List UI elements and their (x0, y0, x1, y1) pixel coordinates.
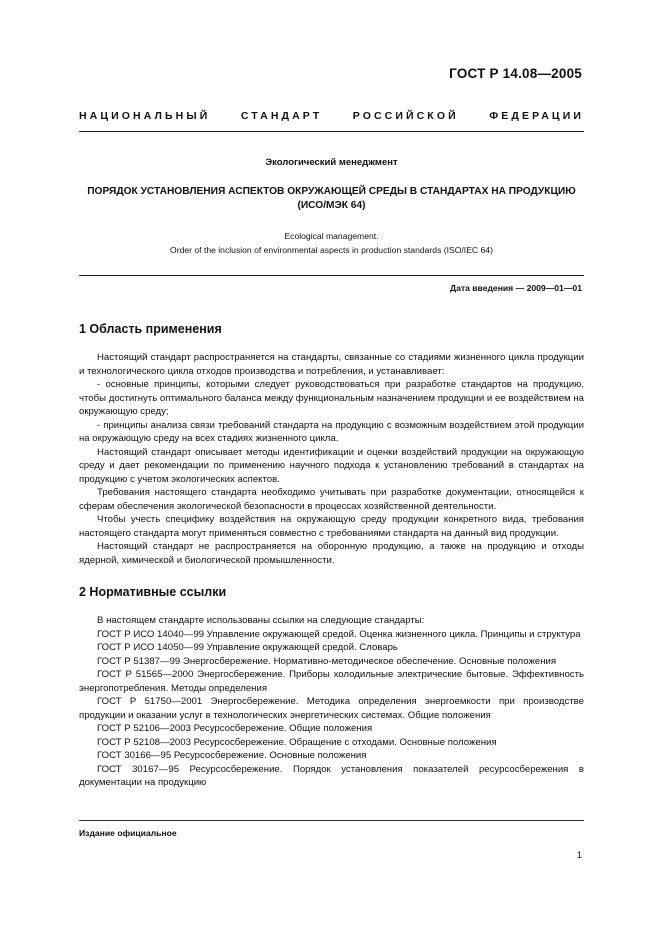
section-2-body (79, 614, 584, 790)
title-divider (79, 275, 584, 276)
paragraph: Настоящий стандарт описывает методы идентификации и оценки воздействий продукции на окружающую среду и дает рекомендации по применению научного подхода к установлению требований в стандартах на продукцию с учетом экологических аспектов. (79, 446, 584, 485)
paragraph: Чтобы учесть специфику воздействия на окружающую среду продукции конкретного вида, требования настоящего стандарта могут применяться совместно с требованиями стандарта на данный вид продукции. (79, 514, 584, 539)
section-1-heading: 1 Область применения (79, 322, 222, 336)
english-title (79, 230, 584, 257)
document-subject: Экологический менеджмент (265, 157, 398, 168)
english-title-line-1: Ecological management. (284, 231, 379, 241)
document-title: ПОРЯДОК УСТАНОВЛЕНИЯ АСПЕКТОВ ОКРУЖАЮЩЕЙ СРЕДЫ В СТАНДАРТАХ НА ПРОДУКЦИЮ (ИСО/МЭК 64) (87, 186, 576, 211)
section-1-body (79, 351, 584, 567)
section-2-heading: 2 Нормативные ссылки (79, 585, 227, 599)
paragraph: - принципы анализа связи требований стандарта на продукцию с возможным воздействием этой продукции на окружающую среду на всех стадиях жизненного цикла. (79, 419, 584, 444)
reference-item: ГОСТ 30166—95 Ресурсосбережение. Основные положения (97, 750, 367, 761)
reference-item: ГОСТ Р 52106—2003 Ресурсосбережение. Общие положения (97, 723, 373, 734)
english-title-line-2: Order of the inclusion of environmental aspects in production standards (ISO/IEC 64) (170, 244, 493, 255)
gost-code: ГОСТ Р 14.08—2005 (449, 66, 582, 81)
paragraph: Настоящий стандарт распространяется на стандарты, связанные со стадиями жизненного цикла продукции и технологического цикла отходов производства и потребления, и устанавливает: (79, 352, 584, 377)
footer-divider (79, 820, 584, 821)
reference-item: ГОСТ Р 51750—2001 Энергосбережение. Методика определения энергоемкости при производстве продукции и оказании услуг в технологических энергетических системах. Общие положения (79, 696, 584, 721)
reference-item: ГОСТ Р ИСО 14050—99 Управление окружающей средой. Словарь (97, 642, 398, 653)
header-divider (79, 131, 584, 132)
page-number: 1 (576, 850, 582, 861)
reference-item: ГОСТ Р 52108—2003 Ресурсосбережение. Обращение с отходами. Основные положения (97, 736, 497, 748)
paragraph: Настоящий стандарт не распространяется на оборонную продукцию, а также на продукцию и отходы ядерной, химической и биологической промышленности. (79, 541, 584, 566)
reference-item: ГОСТ Р ИСО 14040—99 Управление окружающей средой. Оценка жизненного цикла. Принципы и структура (97, 628, 581, 640)
paragraph: Требования настоящего стандарта необходимо учитывать при разработке документации, относящейся к сферам обеспечения экологической безопасности в процессах хозяйственной деятельности. (79, 487, 584, 512)
official-edition-label: Издание официальное (79, 828, 177, 838)
introduction-date: Дата введения — 2009—01—01 (449, 283, 582, 293)
paragraph: - основные принципы, которыми следует руководствоваться при разработке стандартов на продукцию, чтобы достигнуть оптимального баланса между функциональным назначением продукции и ее воздействием на окружающую среду; (79, 379, 584, 417)
reference-item: ГОСТ Р 51387—99 Энергосбережение. Нормативно-методическое обеспечение. Основные положения (97, 655, 557, 667)
reference-item: ГОСТ Р 51565—2000 Энергосбережение. Приборы холодильные электрические бытовые. Эффективность энергопотребления. Методы определения (79, 669, 584, 694)
reference-item: ГОСТ 30167—95 Ресурсосбережение. Порядок установления показателей ресурсосбережения в документации на продукцию (79, 763, 584, 788)
paragraph: В настоящем стандарте использованы ссылки на следующие стандарты: (97, 615, 425, 626)
national-standard-banner: НАЦИОНАЛЬНЫЙ СТАНДАРТ РОССИЙСКОЙ ФЕДЕРАЦИИ (79, 110, 584, 122)
